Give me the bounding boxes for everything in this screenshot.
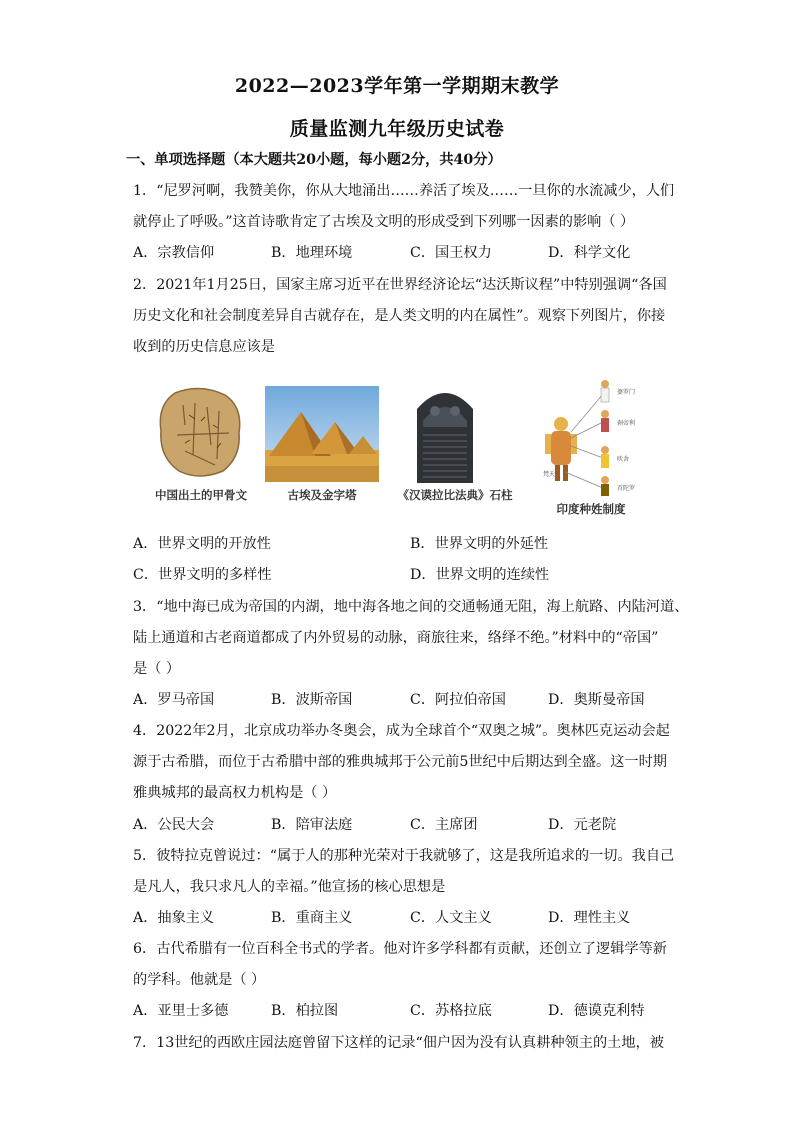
section-heading: 一、单项选择题（本大题共20小题，每小题2分，共40分） [126,152,502,168]
q3-option-a[interactable]: A．罗马帝国 [133,692,215,708]
caste-label-brahmin: 婆罗门 [617,389,636,396]
q1-options [133,243,678,263]
q3-options [133,690,678,710]
exam-title-line1: 2022—2023学年第一学期期末教学 [234,75,560,97]
q7-text-line1: 7．13世纪的西欧庄园法庭曾留下这样的记录“佃户因为没有认真耕种领主的土地，被 [133,1035,664,1051]
caste-system-image [535,372,647,500]
q6-text-line1: 6．古代希腊有一位百科全书式的学者。他对许多学科都有贡献，还创立了逻辑学等新 [133,941,667,957]
caste-label-kshatriya: 刹帝利 [617,420,636,427]
pyramids-image [265,386,379,482]
q2-text-line2: 历史文化和社会制度差异自古就存在，是人类文明的内在属性”。观察下列图片，你接 [133,308,666,324]
q5-option-b[interactable]: B．重商主义 [271,910,353,926]
q6-text-line2: 的学科。他就是（ ） [133,972,266,988]
q4-options [133,815,678,835]
q2-text-line1: 2．2021年1月25日，国家主席习近平在世界经济论坛“达沃斯议程”中特别强调“各国 [133,277,667,293]
q4-option-a[interactable]: A．公民大会 [133,817,215,833]
hammurabi-stele-image [405,383,485,483]
q3-option-b[interactable]: B．波斯帝国 [271,692,353,708]
q3-text-line2: 陆上通道和古老商道都成了内外贸易的动脉，商旅往来，络绎不绝。”材料中的“帝国” [133,630,659,646]
caption-caste: 印度种姓制度 [556,502,626,516]
q5-options [133,908,678,928]
q4-option-b[interactable]: B．陪审法庭 [271,817,353,833]
q1-option-a[interactable]: A．宗教信仰 [133,245,215,261]
q4-text-line3: 雅典城邦的最高权力机构是（ ） [133,785,337,801]
q6-option-c[interactable]: C．苏格拉底 [410,1003,492,1019]
q1-option-d[interactable]: D．科学文化 [548,245,631,261]
q3-option-c[interactable]: C．阿拉伯帝国 [410,692,506,708]
caption-oracle-bone: 中国出土的甲骨文 [155,488,247,502]
caste-label-brahma: 梵天 [543,471,556,478]
q2-options-row1 [133,534,678,554]
q2-text-line3: 收到的历史信息应该是 [133,339,275,355]
q5-text-line2: 是凡人，我只求凡人的幸福。”他宣扬的核心思想是 [133,879,446,895]
q1-text-line1: 1．“尼罗河啊，我赞美你，你从大地涌出……养活了埃及……一旦你的水流减少，人们 [133,183,675,199]
q3-text-line1: 3．“地中海已成为帝国的内湖，地中海各地之间的交通畅通无阻，海上航路、内陆河道、 [133,599,689,615]
q4-text-line2: 源于古希腊，而位于古希腊中部的雅典城邦于公元前5世纪中后期达到全盛。这一时期 [133,754,667,770]
q5-option-a[interactable]: A．抽象主义 [133,910,215,926]
q6-option-b[interactable]: B．柏拉图 [271,1003,339,1019]
q2-option-c[interactable]: C．世界文明的多样性 [133,567,272,583]
q2-option-a[interactable]: A．世界文明的开放性 [133,536,271,552]
q2-options-row2 [133,565,678,585]
q4-text-line1: 4．2022年2月，北京成功举办冬奥会，成为全球首个“双奥之城”。奥林匹克运动会起 [133,723,670,739]
q2-option-d[interactable]: D．世界文明的连续性 [410,567,550,583]
q1-option-b[interactable]: B．地理环境 [271,245,353,261]
q5-option-c[interactable]: C．人文主义 [410,910,492,926]
caption-pyramids: 古埃及金字塔 [287,488,357,502]
q3-option-d[interactable]: D．奥斯曼帝国 [548,692,645,708]
q3-text-line3: 是（ ） [133,661,181,677]
q4-option-d[interactable]: D．元老院 [548,817,617,833]
exam-title-line2: 质量监测九年级历史试卷 [289,118,505,140]
q1-option-c[interactable]: C．国王权力 [410,245,492,261]
q1-text-line2: 就停止了呼吸。”这首诗歌肯定了古埃及文明的形成受到下列哪一因素的影响（ ） [133,214,635,230]
q5-option-d[interactable]: D．理性主义 [548,910,631,926]
q6-option-d[interactable]: D．德谟克利特 [548,1003,645,1019]
q2-option-b[interactable]: B．世界文明的外延性 [410,536,549,552]
caption-hammurabi: 《汉谟拉比法典》石柱 [397,488,513,502]
q5-text-line1: 5．彼特拉克曾说过：“属于人的那种光荣对于我就够了，这是我所追求的一切。我自己 [133,848,675,864]
q4-option-c[interactable]: C．主席团 [410,817,478,833]
oracle-bone-image [155,385,245,480]
q6-options [133,1001,678,1021]
caste-label-shudra: 首陀罗 [617,485,636,492]
caste-label-vaishya: 吠舍 [617,456,630,463]
q6-option-a[interactable]: A．亚里士多德 [133,1003,229,1019]
